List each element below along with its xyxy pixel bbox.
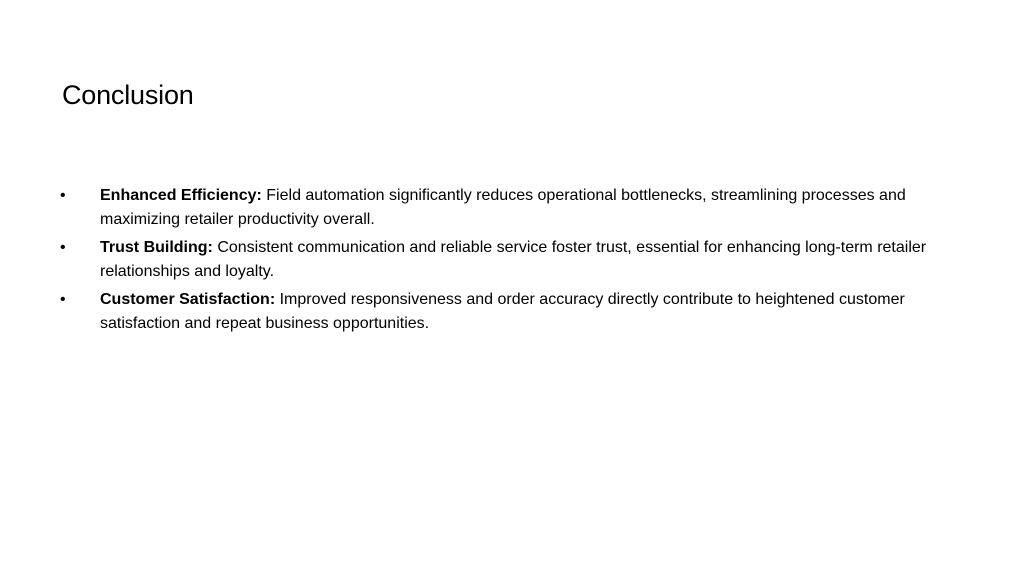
bullet-marker: • [60, 187, 66, 204]
bullet-list [60, 184, 960, 340]
bullet-text: Field automation significantly reduces operational bottlenecks, streamlining processes and maximizing retailer productivity overall. [100, 187, 906, 228]
bullet-term: Customer Satisfaction: [100, 291, 276, 308]
bullet-text: Consistent communication and reliable service foster trust, essential for enhancing long-term retailer relationships and loyalty. [100, 239, 927, 280]
bullet-item-enhanced-efficiency [60, 184, 960, 232]
bullet-text: Improved responsiveness and order accuracy directly contribute to heightened customer satisfaction and repeat business opportunities. [100, 291, 905, 332]
bullet-term: Trust Building: [100, 239, 213, 256]
bullet-marker: • [60, 239, 66, 256]
bullet-marker: • [60, 291, 66, 308]
bullet-term: Enhanced Efficiency: [100, 187, 262, 204]
slide-title: Conclusion [62, 80, 194, 110]
bullet-item-customer-satisfaction [60, 288, 960, 336]
bullet-item-trust-building [60, 236, 960, 284]
